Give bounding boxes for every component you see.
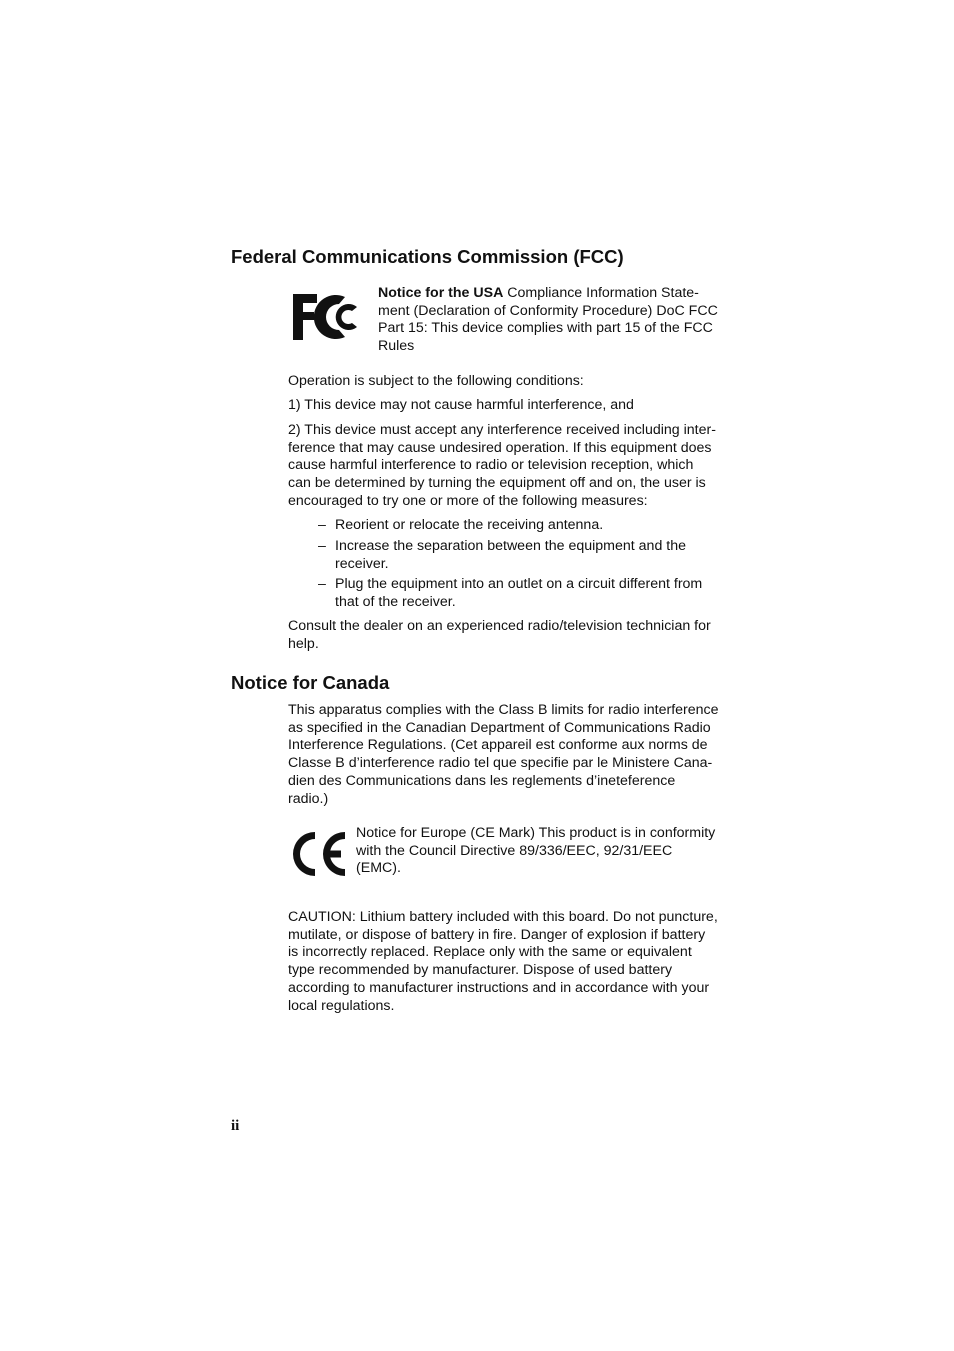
dash-bullet: –: [318, 576, 326, 592]
caution-line: type recommended by manufacturer. Dispose of used battery: [288, 962, 673, 979]
fcc-notice-line-2: ment (Declaration of Conformity Procedure) DoC FCC: [378, 302, 718, 319]
condition-2-line: encouraged to try one or more of the following measures:: [288, 492, 648, 509]
measure-line: that of the receiver.: [335, 593, 456, 610]
canada-paragraph: [288, 702, 728, 808]
fcc-heading: Federal Communications Commission (FCC): [231, 246, 624, 267]
europe-line: (EMC).: [356, 860, 401, 877]
fcc-logo-icon: [291, 292, 365, 342]
canada-line: dien des Communications dans les reglements d’ineteference: [288, 772, 676, 789]
caution-line: CAUTION: Lithium battery included with this board. Do not puncture,: [288, 909, 718, 925]
measure-line: Increase the separation between the equipment and the: [335, 538, 686, 554]
consult-line: Consult the dealer on an experienced radio/television technician for: [288, 618, 711, 634]
dash-bullet: –: [318, 538, 326, 554]
fcc-notice: [378, 285, 723, 356]
canada-line: This apparatus complies with the Class B limits for radio interference: [288, 702, 719, 718]
fcc-notice-line-1: [378, 285, 723, 303]
canada-line: as specified in the Canadian Department of Communications Radio: [288, 719, 711, 736]
fcc-notice-line-4: Rules: [378, 338, 415, 355]
canada-line: radio.): [288, 790, 329, 807]
condition-2-line: 2) This device must accept any interference received including inter-: [288, 422, 716, 438]
page-number: ii: [231, 1118, 240, 1134]
caution-paragraph: [288, 909, 728, 1015]
caution-line: mutilate, or dispose of battery in fire. Danger of explosion if battery: [288, 926, 706, 943]
canada-line: Classe B d’interference radio tel que specifie par le Ministere Cana-: [288, 755, 713, 772]
fcc-notice-line-1-text: Compliance Information State-: [503, 285, 699, 301]
measure-line: Plug the equipment into an outlet on a circuit different from: [335, 576, 703, 592]
condition-2: [288, 422, 728, 511]
dash-bullet: –: [318, 517, 326, 533]
measure-line: Reorient or relocate the receiving antenna.: [335, 517, 604, 533]
conditions-intro: Operation is subject to the following conditions:: [288, 373, 584, 389]
europe-line: with the Council Directive 89/336/EEC, 92/31/EEC: [356, 842, 673, 859]
condition-2-line: cause harmful interference to radio or television reception, which: [288, 457, 694, 474]
fcc-notice-bold: Notice for the USA: [378, 285, 504, 301]
europe-line: Notice for Europe (CE Mark) This product is in conformity: [356, 825, 716, 841]
fcc-notice-line-3: Part 15: This device complies with part 15 of the FCC: [378, 320, 713, 337]
caution-line: local regulations.: [288, 997, 395, 1014]
caution-line: is incorrectly replaced. Replace only with the same or equivalent: [288, 944, 692, 961]
measure-line: receiver.: [335, 555, 389, 572]
condition-1: 1) This device may not cause harmful interference, and: [288, 397, 634, 413]
caution-line: according to manufacturer instructions and in accordance with your: [288, 979, 710, 996]
consult-line: help.: [288, 635, 319, 652]
condition-2-line: ference that may cause undesired operation. If this equipment does: [288, 439, 712, 456]
europe-notice: [356, 825, 726, 878]
canada-heading: Notice for Canada: [231, 672, 390, 693]
consult-paragraph: [288, 618, 722, 653]
ce-mark-icon: [289, 829, 347, 879]
condition-2-line: can be determined by turning the equipment off and on, the user is: [288, 475, 706, 492]
canada-line: Interference Regulations. (Cet appareil est conforme aux norms de: [288, 737, 708, 754]
